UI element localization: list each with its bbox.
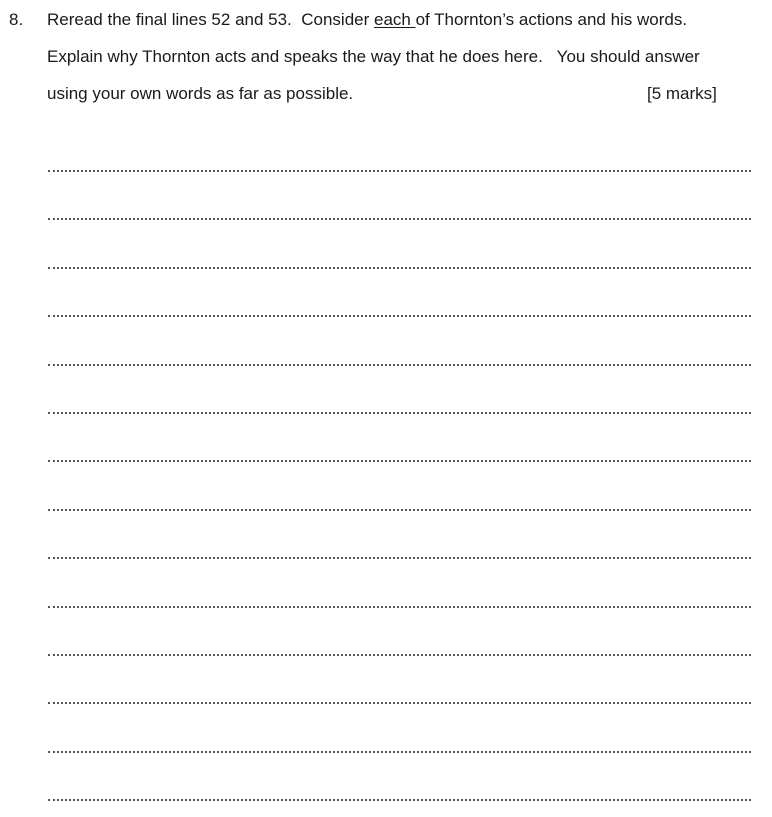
answer-area[interactable] xyxy=(48,0,751,817)
answer-line[interactable] xyxy=(48,412,751,414)
answer-line[interactable] xyxy=(48,218,751,220)
answer-line[interactable] xyxy=(48,460,751,462)
underlined-word-each: each xyxy=(373,10,416,29)
answer-line[interactable] xyxy=(48,267,751,269)
answer-line[interactable] xyxy=(48,557,751,559)
answer-line[interactable] xyxy=(48,364,751,366)
answer-line[interactable] xyxy=(48,315,751,317)
marks-label: [5 marks] xyxy=(647,84,717,103)
answer-line[interactable] xyxy=(48,799,751,801)
answer-line[interactable] xyxy=(48,170,751,172)
answer-line[interactable] xyxy=(48,702,751,704)
answer-line[interactable] xyxy=(48,509,751,511)
question-number: 8. xyxy=(9,10,24,29)
question-text-line-1-end: of Thornton’s actions and his words. xyxy=(415,10,688,29)
answer-line[interactable] xyxy=(48,751,751,753)
question-text-line-1-start: Reread the final lines 52 and 53. Consider xyxy=(47,10,374,29)
question-text-line-3: using your own words as far as possible. xyxy=(47,84,354,103)
answer-line[interactable] xyxy=(48,606,751,608)
question-text-line-2: Explain why Thornton acts and speaks the way that he does here. You should answer xyxy=(47,47,700,66)
answer-line[interactable] xyxy=(48,654,751,656)
